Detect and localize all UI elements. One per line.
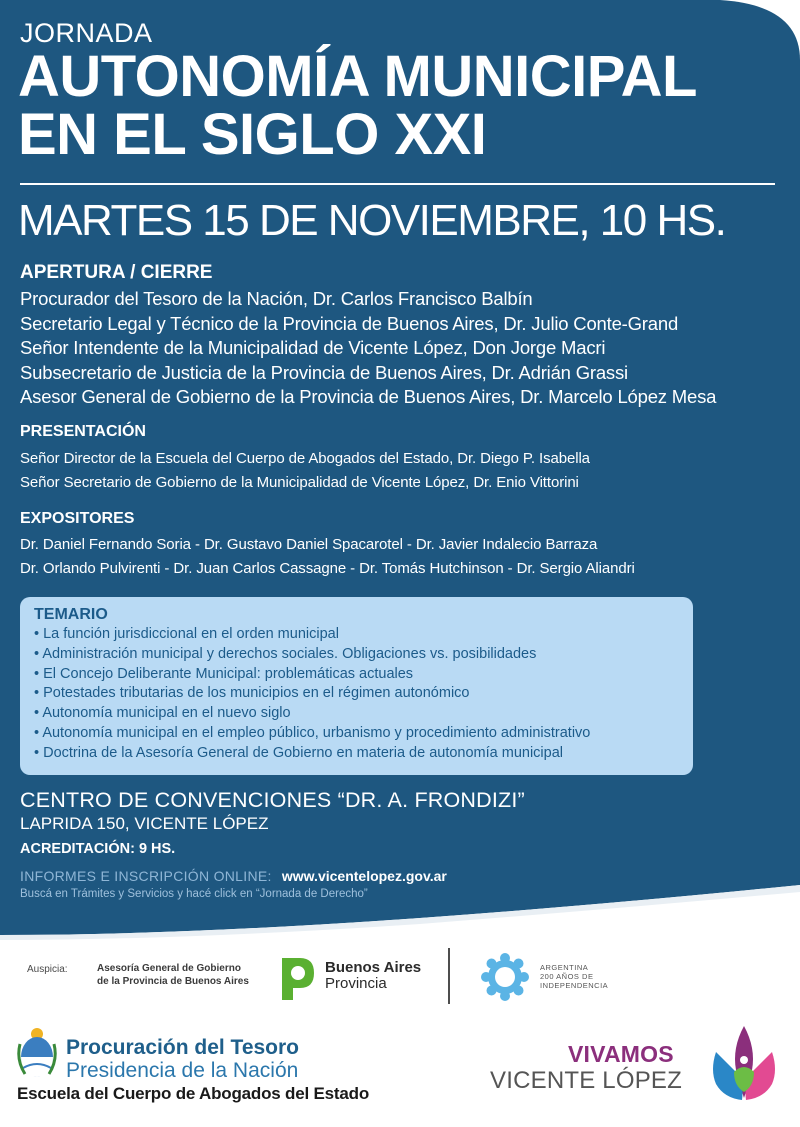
vicente-lopez-drops-icon (708, 1022, 780, 1104)
presentacion-list (20, 447, 590, 495)
title-line-1: AUTONOMÍA MUNICIPAL (18, 44, 697, 109)
sponsor-divider (448, 948, 450, 1004)
expositores-heading: EXPOSITORES (20, 510, 135, 527)
expositores-line: Dr. Daniel Fernando Soria - Dr. Gustavo Daniel Spacarotel - Dr. Javier Indalecio Barraza (20, 536, 598, 553)
bicentenario-text (540, 963, 608, 990)
asesoria-line-2: de la Provincia de Buenos Aires (97, 976, 249, 987)
temario-box (20, 597, 693, 775)
expositores-list (20, 533, 635, 581)
apertura-item: Secretario Legal y Técnico de la Provincia de Buenos Aires, Dr. Julio Conte-Grand (20, 312, 679, 334)
temario-item: • Administración municipal y derechos sociales. Obligaciones vs. posibilidades (34, 645, 679, 665)
asesoria-logo-text (97, 962, 249, 988)
buenos-aires-provincia: Provincia (325, 975, 387, 992)
venue-name: CENTRO DE CONVENCIONES “DR. A. FRONDIZI” (20, 788, 525, 812)
buenos-aires-logo-icon (276, 952, 318, 1004)
bicentenario-line-2: 200 AÑOS DE (540, 972, 594, 981)
expositores-line: Dr. Orlando Pulvirenti - Dr. Juan Carlos Cassagne - Dr. Tomás Hutchinson - Dr. Sergio Aliandri (20, 560, 635, 577)
temario-item: • El Concejo Deliberante Municipal: problemáticas actuales (34, 665, 679, 685)
event-date: MARTES 15 DE NOVIEMBRE, 10 HS. (18, 196, 726, 245)
apertura-item: Señor Intendente de la Municipalidad de Vicente López, Don Jorge Macri (20, 337, 606, 358)
presentacion-heading: PRESENTACIÓN (20, 423, 146, 440)
sponsor-label: Auspicia: (27, 964, 68, 975)
event-title (18, 44, 788, 167)
title-line-2: EN EL SIGLO XXI (18, 102, 487, 167)
temario-item: • La función jurisdiccional en el orden municipal (34, 625, 679, 645)
registration-link[interactable]: www.vicentelopez.gov.ar (281, 868, 447, 884)
registration-label: INFORMES E INSCRIPCIÓN ONLINE: (20, 868, 272, 884)
vivamos-text: VIVAMOS (568, 1041, 674, 1067)
apertura-item: Asesor General de Gobierno de la Provincia de Buenos Aires, Dr. Marcelo López Mesa (20, 386, 717, 407)
presentacion-item: Señor Director de la Escuela del Cuerpo de Abogados del Estado, Dr. Diego P. Isabella (20, 450, 590, 467)
presentacion-item: Señor Secretario de Gobierno de la Municipalidad de Vicente López, Dr. Enio Vittorini (20, 474, 579, 491)
asesoria-line-1: Asesoría General de Gobierno (97, 963, 241, 974)
venue-address: LAPRIDA 150, VICENTE LÓPEZ (20, 814, 269, 833)
temario-item: • Autonomía municipal en el nuevo siglo (34, 704, 679, 724)
registration-instructions: Buscá en Trámites y Servicios y hacé click en “Jornada de Derecho” (20, 888, 368, 900)
temario-heading: TEMARIO (34, 606, 108, 623)
procuracion-subtitle: Presidencia de la Nación (66, 1059, 299, 1082)
national-shield-icon (17, 1024, 57, 1082)
temario-item: • Doctrina de la Asesoría General de Gobierno en materia de autonomía municipal (34, 744, 679, 764)
bicentenario-line-3: INDEPENDENCIA (540, 981, 609, 990)
escuela-name: Escuela del Cuerpo de Abogados del Estado (17, 1084, 370, 1103)
apertura-item: Subsecretario de Justicia de la Provincia de Buenos Aires, Dr. Adrián Grassi (20, 361, 628, 383)
temario-item: • Potestades tributarias de los municipios en el régimen autonómico (34, 684, 679, 704)
apertura-heading: APERTURA / CIERRE (20, 262, 213, 283)
title-divider (20, 183, 775, 185)
procuracion-title: Procuración del Tesoro (66, 1036, 299, 1059)
bicentenario-sun-icon (480, 952, 530, 1002)
vicente-lopez-text: VICENTE LÓPEZ (490, 1067, 682, 1094)
registration-info (20, 868, 447, 884)
bicentenario-line-1: ARGENTINA (540, 963, 589, 972)
temario-item: • Autonomía municipal en el empleo público, urbanismo y procedimiento administrativo (34, 724, 679, 744)
temario-list (34, 625, 679, 764)
accreditation-time: ACREDITACIÓN: 9 HS. (20, 841, 176, 857)
event-kicker: JORNADA (20, 18, 153, 48)
apertura-list (20, 287, 716, 410)
apertura-item: Procurador del Tesoro de la Nación, Dr. Carlos Francisco Balbín (20, 288, 533, 309)
buenos-aires-name: Buenos Aires (325, 959, 422, 976)
